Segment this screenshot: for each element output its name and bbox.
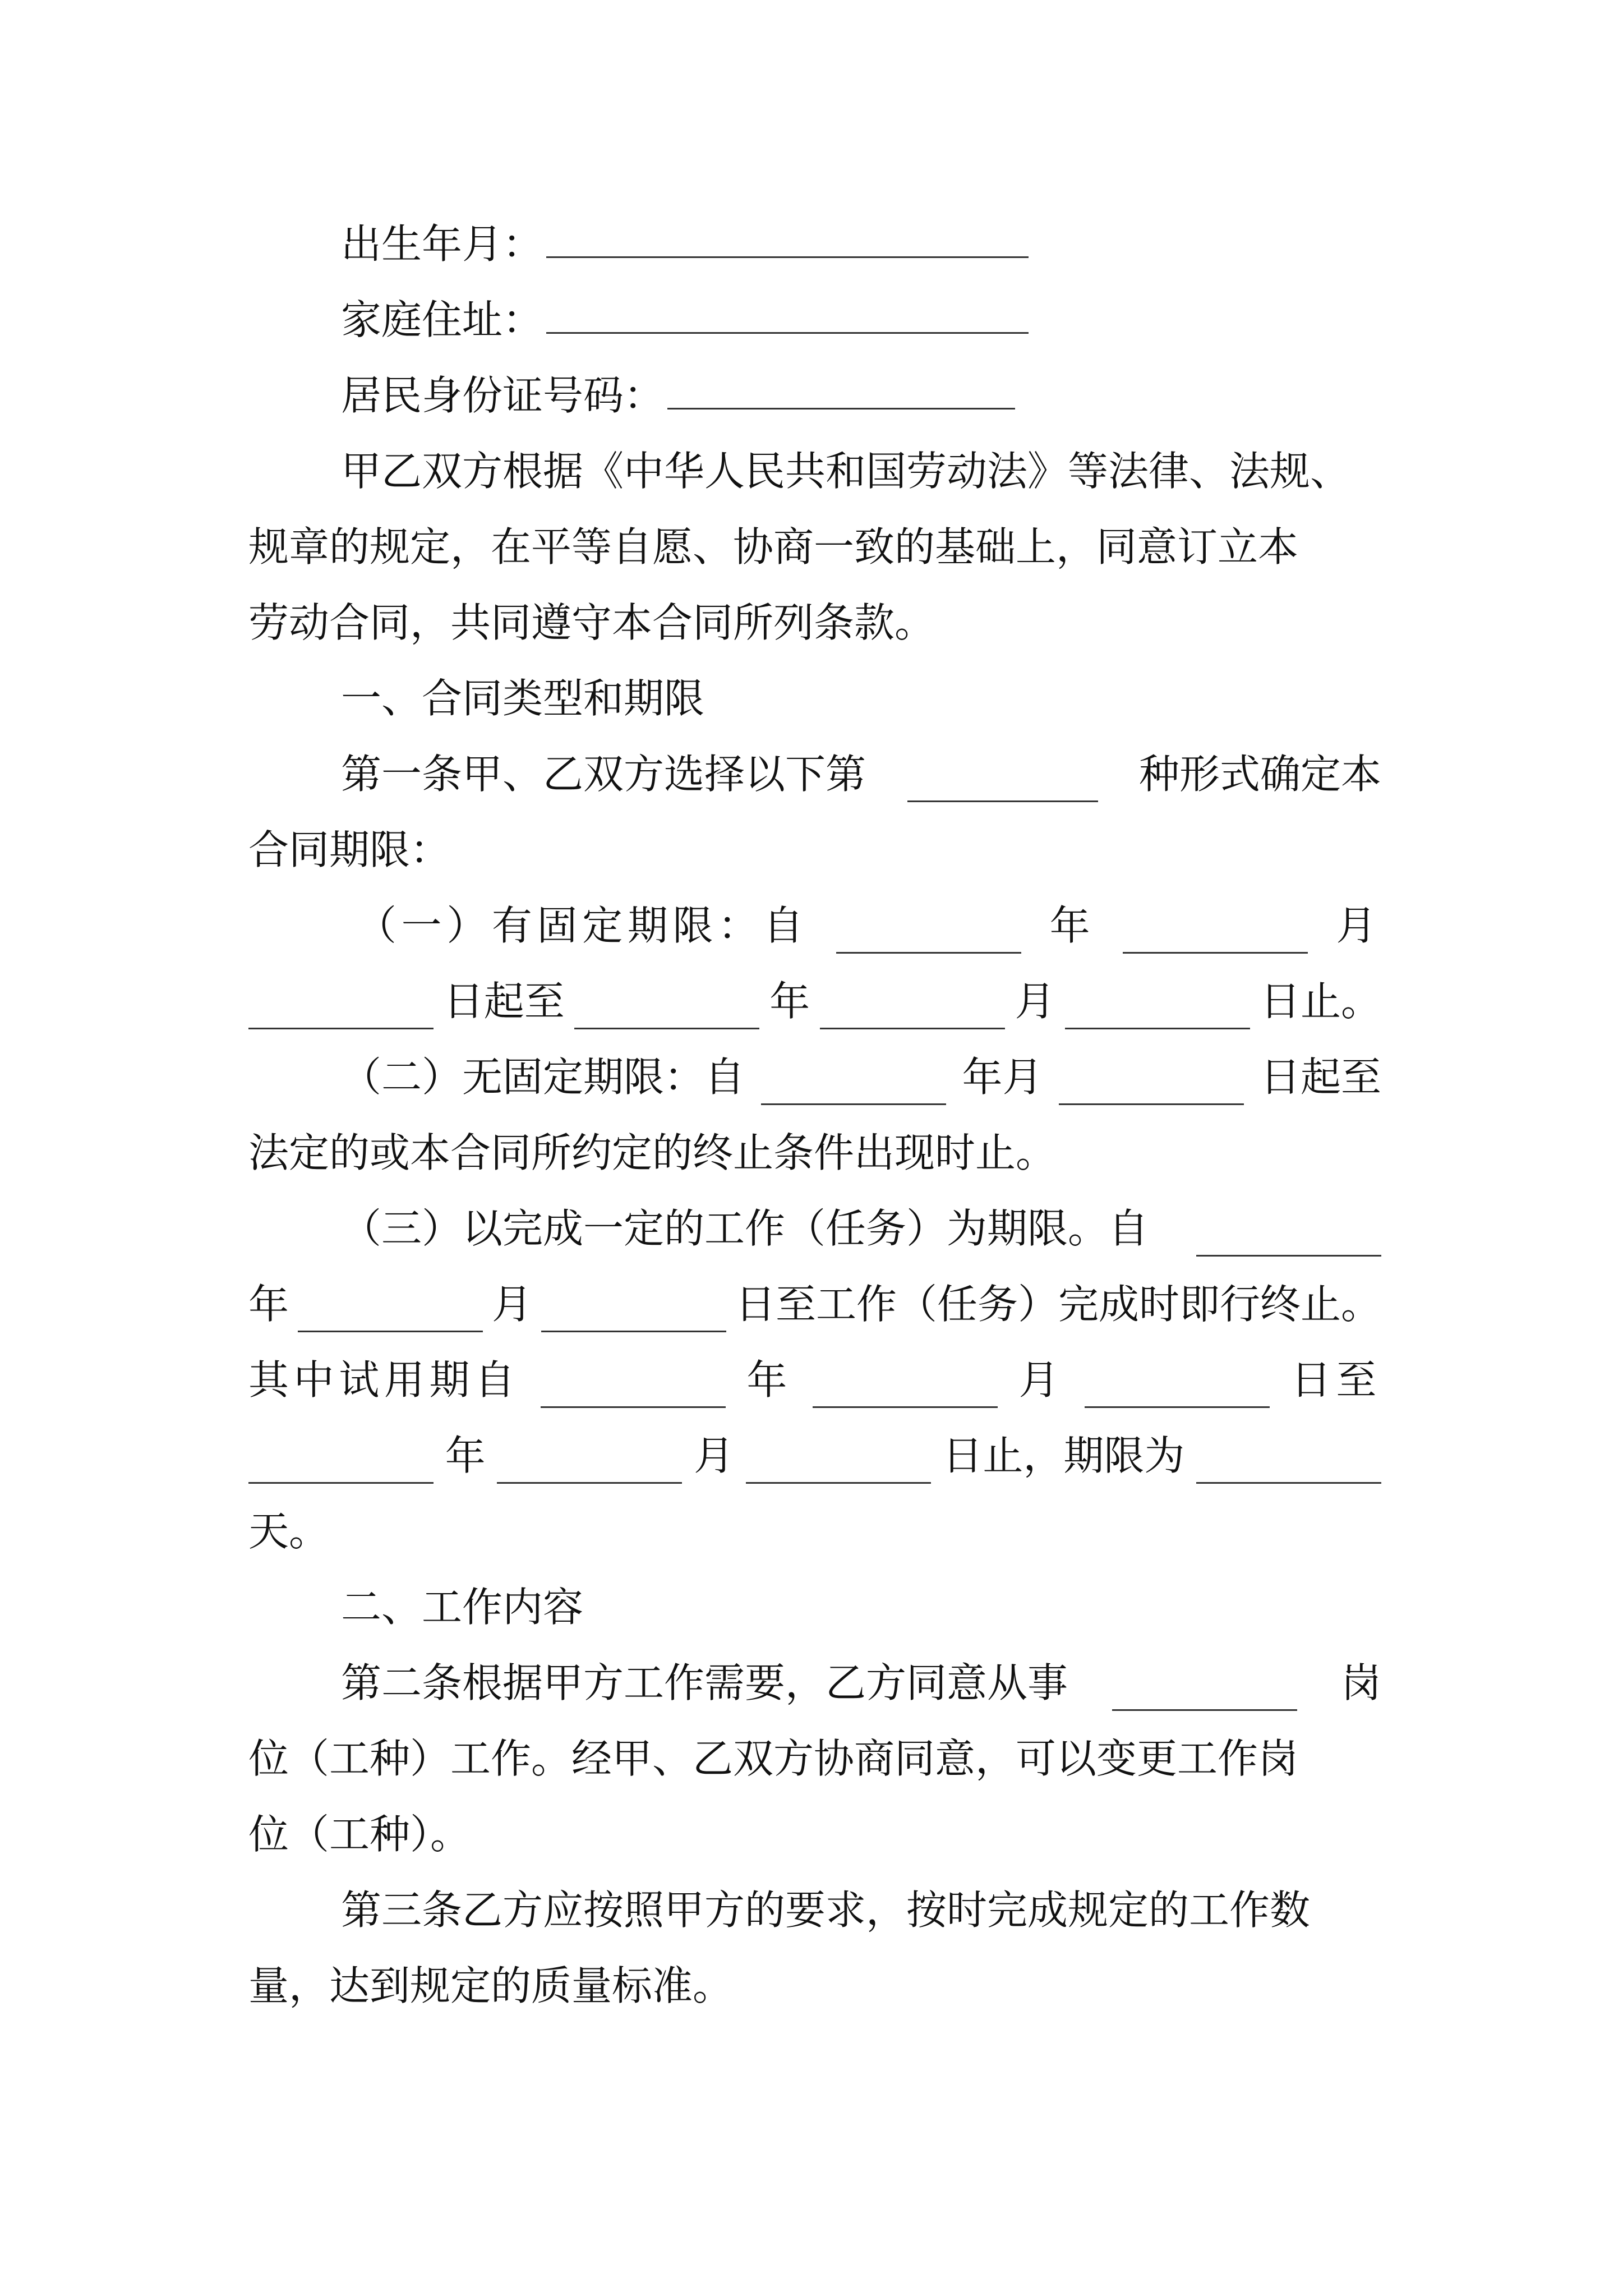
address-line [341,292,1381,348]
article-3-line-2: 量，达到规定的质量标准。 [248,1962,734,2009]
open-term-line-1 [341,1049,1381,1105]
open-start-day-unit: 日起至 [1260,1053,1381,1101]
fixed-end-year-field[interactable] [574,992,759,1029]
trial-start-year-field[interactable] [541,1370,726,1408]
trial-end-year-field[interactable] [248,1446,434,1484]
address-label: 家庭住址： [341,296,543,343]
task-start-day-field[interactable] [541,1295,726,1332]
task-term-line-2 [248,1276,1381,1332]
fixed-end-day-field[interactable] [1065,992,1250,1029]
article-1-text-a: 第一条甲、乙双方选择以下第 [341,751,866,798]
task-start-month-unit: 月 [491,1281,532,1328]
trial-end-year-unit: 年 [445,1432,486,1479]
birth-date-line [341,216,1381,272]
fixed-start-month-unit: 月 [1336,902,1381,949]
trial-start-day-field[interactable] [1085,1370,1270,1408]
article-2-line-1 [341,1655,1381,1711]
trial-start-month-unit: 月 [1018,1356,1064,1404]
fixed-end-month-field[interactable] [820,992,1005,1029]
birth-date-label: 出生年月： [341,220,543,268]
article-2-text-a: 第二条根据甲方工作需要，乙方同意从事 [341,1659,1068,1706]
fixed-end-month-unit: 月 [1015,978,1055,1025]
article-2-line-2: 位（工种）工作。经甲、乙双方协商同意，可以变更工作岗 [248,1735,1299,1782]
task-term-text-c: 日至工作（任务）完成时即行终止。 [735,1281,1381,1328]
fixed-start-day-unit: 日起至 [443,978,565,1025]
id-number-line [341,367,1381,424]
fixed-start-year-unit: 年 [1049,902,1095,949]
task-start-month-field[interactable] [298,1295,483,1332]
trial-start-day-unit: 日至 [1290,1356,1381,1404]
trial-start-year-unit: 年 [746,1356,792,1404]
article-2-text-b: 岗 [1340,1659,1381,1706]
intro-line-3: 劳动合同，共同遵守本合同所列条款。 [248,599,935,646]
trial-end-day-field[interactable] [746,1446,931,1484]
id-number-field[interactable] [667,372,1015,409]
article-1-line-2: 合同期限： [248,826,451,873]
trial-end-month-field[interactable] [497,1446,682,1484]
open-term-label: （二）无固定期限：自 [341,1053,745,1101]
intro-line-2: 规章的规定，在平等自愿、协商一致的基础上，同意订立本 [248,523,1299,570]
section-heading-1: 一、合同类型和期限 [341,675,705,722]
trial-line-3: 天。 [248,1508,330,1555]
open-start-year-month-unit: 年月 [962,1053,1043,1101]
article-3-line-1: 第三条乙方应按照甲方的要求，按时完成规定的工作数 [341,1887,1311,1934]
trial-days-field[interactable] [1196,1446,1381,1484]
fixed-start-year-field[interactable] [836,916,1021,954]
fixed-end-day-unit: 日止。 [1260,978,1381,1025]
task-start-year-unit: 年 [248,1281,289,1328]
article-1-line-1 [341,746,1381,802]
trial-text-d: 日止，期限为 [942,1432,1185,1479]
fixed-term-line-1 [356,898,1381,954]
job-position-field[interactable] [1112,1673,1297,1711]
task-term-label: （三）以完成一定的工作（任务）为期限。自 [341,1205,1149,1252]
trial-line-1 [248,1352,1381,1408]
open-start-year-field[interactable] [761,1068,946,1105]
id-number-label: 居民身份证号码： [341,372,665,419]
address-field[interactable] [546,296,1029,334]
fixed-term-line-2 [248,973,1381,1029]
trial-start-month-field[interactable] [813,1370,998,1408]
article-2-line-3: 位（工种）。 [248,1811,471,1858]
intro-line-1: 甲乙双方根据《中华人民共和国劳动法》等法律、法规、 [341,448,1351,495]
contract-form-number-field[interactable] [907,765,1098,802]
fixed-start-day-field[interactable] [248,992,434,1029]
fixed-term-label: （一）有固定期限：自 [356,902,809,949]
article-1-text-b: 种形式确定本 [1138,751,1381,798]
fixed-end-year-unit: 年 [769,978,810,1025]
trial-end-month-unit: 月 [693,1432,734,1479]
trial-label: 其中试用期自 [248,1356,520,1404]
section-heading-2: 二、工作内容 [341,1584,584,1631]
open-term-line-2: 法定的或本合同所约定的终止条件出现时止。 [248,1129,1057,1176]
fixed-start-month-field[interactable] [1123,916,1308,954]
trial-line-2 [248,1428,1381,1484]
birth-date-field[interactable] [546,220,1029,258]
open-start-day-field[interactable] [1059,1068,1244,1105]
task-term-line-1 [341,1200,1381,1257]
task-start-year-field[interactable] [1196,1219,1381,1257]
